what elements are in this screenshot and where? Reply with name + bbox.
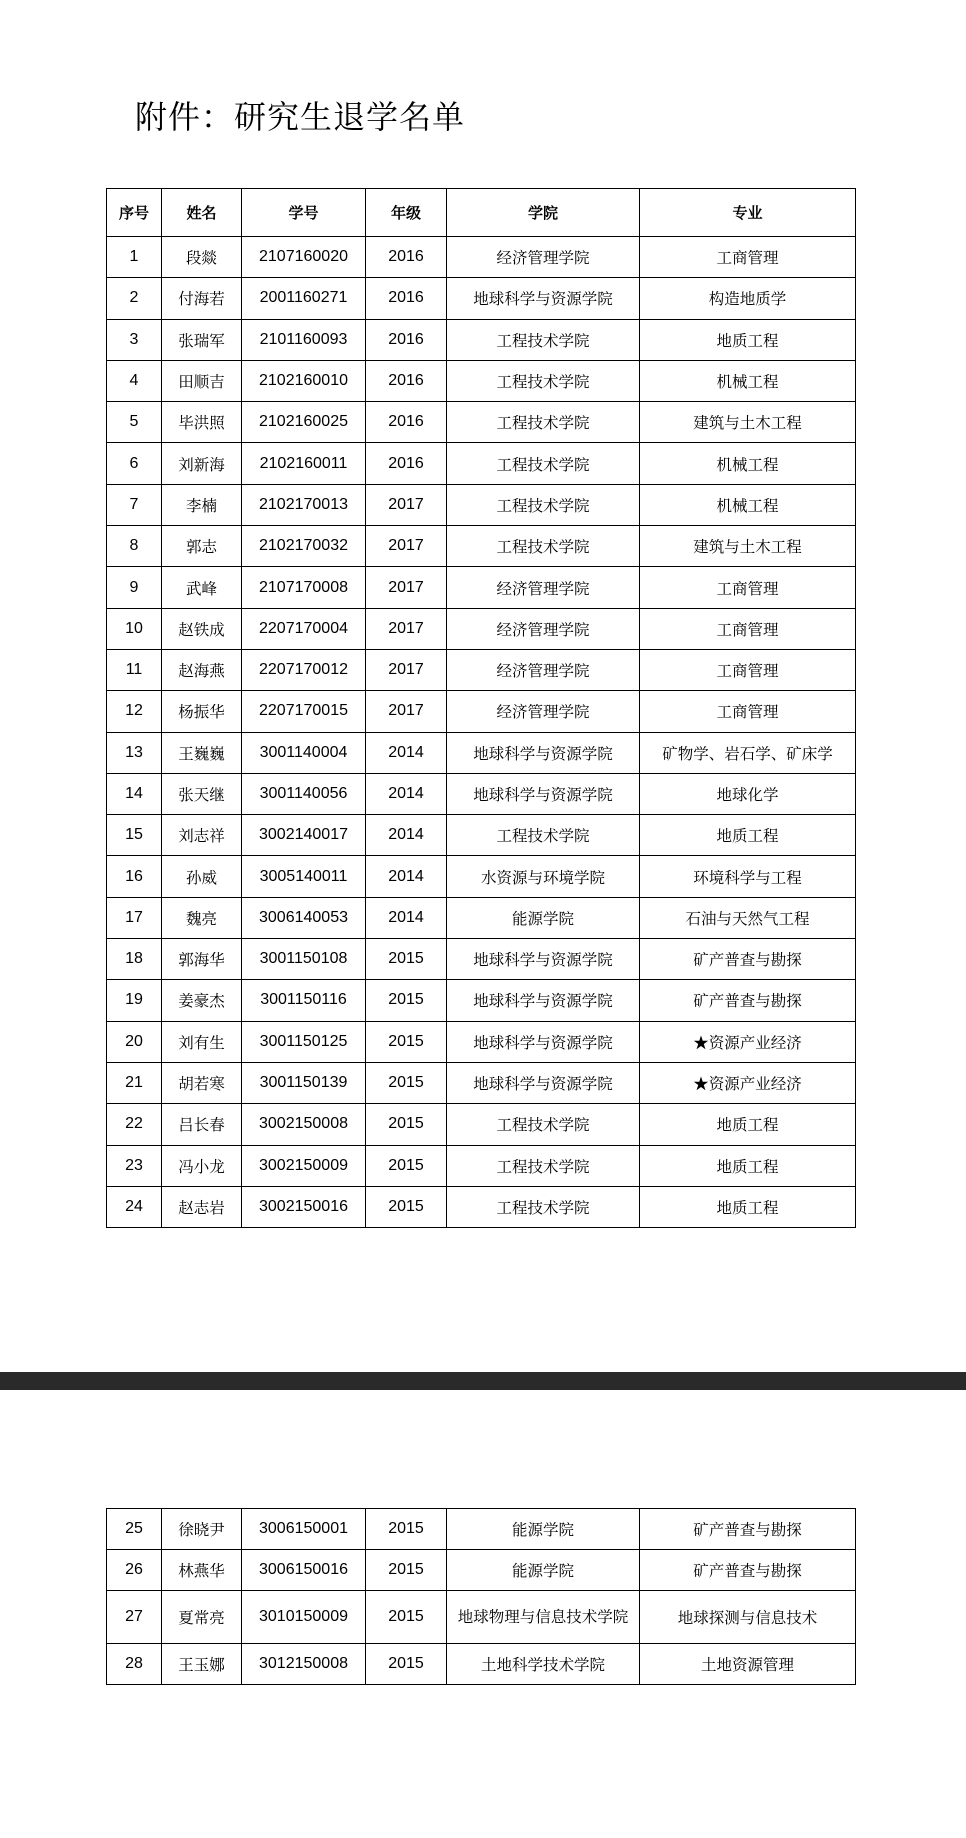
cell-major: 地球探测与信息技术 xyxy=(640,1591,856,1644)
cell-index: 15 xyxy=(107,815,162,856)
cell-index: 11 xyxy=(107,649,162,690)
cell-grade: 2014 xyxy=(366,815,447,856)
page-title: 附件：研究生退学名单 xyxy=(135,98,466,136)
cell-index: 8 xyxy=(107,526,162,567)
cell-grade: 2015 xyxy=(366,980,447,1021)
cell-major: 地质工程 xyxy=(640,1186,856,1227)
cell-college: 工程技术学院 xyxy=(447,526,640,567)
cell-grade: 2016 xyxy=(366,443,447,484)
cell-major: ★资源产业经济 xyxy=(640,1062,856,1103)
cell-major: 工商管理 xyxy=(640,608,856,649)
cell-major: 地球化学 xyxy=(640,773,856,814)
cell-name: 姜豪杰 xyxy=(162,980,242,1021)
table-row xyxy=(107,567,856,608)
cell-college: 地球物理与信息技术学院 xyxy=(447,1591,640,1644)
cell-index: 7 xyxy=(107,484,162,525)
cell-college: 能源学院 xyxy=(447,1509,640,1550)
cell-name: 徐晓尹 xyxy=(162,1509,242,1550)
cell-major: 矿产普查与勘探 xyxy=(640,1509,856,1550)
cell-college: 能源学院 xyxy=(447,897,640,938)
cell-grade: 2016 xyxy=(366,278,447,319)
table-row xyxy=(107,608,856,649)
table-row xyxy=(107,237,856,278)
cell-index: 14 xyxy=(107,773,162,814)
cell-major: ★资源产业经济 xyxy=(640,1021,856,1062)
cell-grade: 2017 xyxy=(366,691,447,732)
header-grade: 年级 xyxy=(366,189,447,237)
cell-name: 付海若 xyxy=(162,278,242,319)
table-row xyxy=(107,1021,856,1062)
cell-index: 17 xyxy=(107,897,162,938)
cell-grade: 2017 xyxy=(366,567,447,608)
table-row xyxy=(107,319,856,360)
cell-major: 机械工程 xyxy=(640,360,856,401)
cell-name: 张天继 xyxy=(162,773,242,814)
cell-index: 2 xyxy=(107,278,162,319)
cell-major: 环境科学与工程 xyxy=(640,856,856,897)
cell-college: 水资源与环境学院 xyxy=(447,856,640,897)
cell-index: 6 xyxy=(107,443,162,484)
table-row xyxy=(107,1644,856,1685)
cell-name: 王巍巍 xyxy=(162,732,242,773)
table-row xyxy=(107,278,856,319)
cell-index: 21 xyxy=(107,1062,162,1103)
table-row xyxy=(107,939,856,980)
table-row xyxy=(107,360,856,401)
cell-grade: 2014 xyxy=(366,773,447,814)
cell-student-id: 3006140053 xyxy=(242,897,366,938)
cell-grade: 2017 xyxy=(366,526,447,567)
cell-major: 地质工程 xyxy=(640,1145,856,1186)
cell-student-id: 3001150108 xyxy=(242,939,366,980)
cell-college: 工程技术学院 xyxy=(447,360,640,401)
cell-major: 地质工程 xyxy=(640,319,856,360)
cell-index: 13 xyxy=(107,732,162,773)
cell-name: 武峰 xyxy=(162,567,242,608)
cell-student-id: 3002140017 xyxy=(242,815,366,856)
cell-name: 王玉娜 xyxy=(162,1644,242,1685)
cell-college: 经济管理学院 xyxy=(447,237,640,278)
cell-student-id: 2107170008 xyxy=(242,567,366,608)
cell-index: 5 xyxy=(107,402,162,443)
cell-major: 工商管理 xyxy=(640,237,856,278)
cell-index: 16 xyxy=(107,856,162,897)
cell-name: 夏常亮 xyxy=(162,1591,242,1644)
cell-name: 田顺吉 xyxy=(162,360,242,401)
cell-college: 地球科学与资源学院 xyxy=(447,939,640,980)
cell-index: 1 xyxy=(107,237,162,278)
cell-college: 工程技术学院 xyxy=(447,815,640,856)
cell-grade: 2016 xyxy=(366,402,447,443)
cell-grade: 2016 xyxy=(366,360,447,401)
cell-index: 24 xyxy=(107,1186,162,1227)
cell-major: 土地资源管理 xyxy=(640,1644,856,1685)
cell-college: 工程技术学院 xyxy=(447,319,640,360)
cell-major: 地质工程 xyxy=(640,1104,856,1145)
cell-student-id: 3012150008 xyxy=(242,1644,366,1685)
cell-index: 27 xyxy=(107,1591,162,1644)
cell-student-id: 2107160020 xyxy=(242,237,366,278)
cell-student-id: 3001150116 xyxy=(242,980,366,1021)
cell-name: 吕长春 xyxy=(162,1104,242,1145)
cell-student-id: 2102160011 xyxy=(242,443,366,484)
cell-college: 经济管理学院 xyxy=(447,691,640,732)
header-name: 姓名 xyxy=(162,189,242,237)
table-row xyxy=(107,856,856,897)
cell-index: 20 xyxy=(107,1021,162,1062)
page-divider xyxy=(0,1372,966,1390)
cell-grade: 2017 xyxy=(366,649,447,690)
cell-college: 土地科学技术学院 xyxy=(447,1644,640,1685)
cell-college: 工程技术学院 xyxy=(447,1104,640,1145)
table-row xyxy=(107,1591,856,1644)
cell-student-id: 2102170013 xyxy=(242,484,366,525)
cell-college: 经济管理学院 xyxy=(447,567,640,608)
cell-student-id: 3001150125 xyxy=(242,1021,366,1062)
cell-index: 22 xyxy=(107,1104,162,1145)
table-row xyxy=(107,484,856,525)
table-row xyxy=(107,691,856,732)
cell-grade: 2017 xyxy=(366,484,447,525)
cell-college: 地球科学与资源学院 xyxy=(447,773,640,814)
cell-name: 郭海华 xyxy=(162,939,242,980)
cell-name: 胡若寒 xyxy=(162,1062,242,1103)
cell-student-id: 3006150001 xyxy=(242,1509,366,1550)
cell-index: 26 xyxy=(107,1550,162,1591)
cell-college: 地球科学与资源学院 xyxy=(447,1062,640,1103)
table-row xyxy=(107,1062,856,1103)
cell-student-id: 2001160271 xyxy=(242,278,366,319)
cell-name: 毕洪照 xyxy=(162,402,242,443)
cell-major: 矿产普查与勘探 xyxy=(640,980,856,1021)
cell-index: 9 xyxy=(107,567,162,608)
table-row xyxy=(107,1145,856,1186)
cell-name: 赵铁成 xyxy=(162,608,242,649)
cell-name: 刘有生 xyxy=(162,1021,242,1062)
cell-grade: 2015 xyxy=(366,1021,447,1062)
cell-name: 刘新海 xyxy=(162,443,242,484)
cell-name: 郭志 xyxy=(162,526,242,567)
cell-grade: 2015 xyxy=(366,1186,447,1227)
cell-index: 28 xyxy=(107,1644,162,1685)
cell-college: 工程技术学院 xyxy=(447,443,640,484)
cell-grade: 2015 xyxy=(366,1550,447,1591)
table-row xyxy=(107,732,856,773)
cell-grade: 2015 xyxy=(366,1145,447,1186)
cell-major: 工商管理 xyxy=(640,567,856,608)
cell-name: 张瑞军 xyxy=(162,319,242,360)
cell-college: 工程技术学院 xyxy=(447,402,640,443)
cell-student-id: 2207170004 xyxy=(242,608,366,649)
cell-index: 19 xyxy=(107,980,162,1021)
cell-student-id: 3002150016 xyxy=(242,1186,366,1227)
cell-major: 矿产普查与勘探 xyxy=(640,939,856,980)
cell-college: 工程技术学院 xyxy=(447,1186,640,1227)
cell-major: 建筑与土木工程 xyxy=(640,526,856,567)
header-college: 学院 xyxy=(447,189,640,237)
cell-student-id: 2102160010 xyxy=(242,360,366,401)
cell-name: 段燚 xyxy=(162,237,242,278)
cell-major: 矿产普查与勘探 xyxy=(640,1550,856,1591)
table-row xyxy=(107,526,856,567)
cell-college: 工程技术学院 xyxy=(447,484,640,525)
cell-grade: 2015 xyxy=(366,1591,447,1644)
cell-grade: 2015 xyxy=(366,1104,447,1145)
cell-grade: 2016 xyxy=(366,237,447,278)
cell-index: 25 xyxy=(107,1509,162,1550)
table-row xyxy=(107,815,856,856)
cell-college: 地球科学与资源学院 xyxy=(447,1021,640,1062)
cell-student-id: 2207170012 xyxy=(242,649,366,690)
table-row xyxy=(107,1550,856,1591)
cell-student-id: 2102160025 xyxy=(242,402,366,443)
table-row xyxy=(107,773,856,814)
table-row xyxy=(107,1509,856,1550)
cell-name: 杨振华 xyxy=(162,691,242,732)
cell-student-id: 2101160093 xyxy=(242,319,366,360)
table-row xyxy=(107,897,856,938)
table-row xyxy=(107,1104,856,1145)
cell-college: 地球科学与资源学院 xyxy=(447,732,640,773)
cell-student-id: 3001140004 xyxy=(242,732,366,773)
cell-grade: 2017 xyxy=(366,608,447,649)
cell-major: 构造地质学 xyxy=(640,278,856,319)
cell-grade: 2014 xyxy=(366,856,447,897)
cell-student-id: 2207170015 xyxy=(242,691,366,732)
cell-student-id: 3005140011 xyxy=(242,856,366,897)
cell-name: 冯小龙 xyxy=(162,1145,242,1186)
cell-student-id: 3001150139 xyxy=(242,1062,366,1103)
cell-college: 地球科学与资源学院 xyxy=(447,278,640,319)
table-header-row xyxy=(107,189,856,237)
cell-grade: 2015 xyxy=(366,1062,447,1103)
cell-college: 地球科学与资源学院 xyxy=(447,980,640,1021)
table-row xyxy=(107,402,856,443)
cell-index: 23 xyxy=(107,1145,162,1186)
cell-college: 经济管理学院 xyxy=(447,608,640,649)
cell-major: 工商管理 xyxy=(640,649,856,690)
cell-student-id: 2102170032 xyxy=(242,526,366,567)
withdrawal-list-table-page-2 xyxy=(106,1508,856,1685)
cell-major: 矿物学、岩石学、矿床学 xyxy=(640,732,856,773)
cell-grade: 2015 xyxy=(366,1644,447,1685)
header-index: 序号 xyxy=(107,189,162,237)
cell-major: 机械工程 xyxy=(640,484,856,525)
cell-index: 18 xyxy=(107,939,162,980)
cell-college: 经济管理学院 xyxy=(447,649,640,690)
table-row xyxy=(107,443,856,484)
cell-name: 林燕华 xyxy=(162,1550,242,1591)
cell-college: 能源学院 xyxy=(447,1550,640,1591)
cell-major: 地质工程 xyxy=(640,815,856,856)
cell-major: 工商管理 xyxy=(640,691,856,732)
table-row xyxy=(107,980,856,1021)
cell-index: 4 xyxy=(107,360,162,401)
cell-index: 3 xyxy=(107,319,162,360)
cell-grade: 2015 xyxy=(366,1509,447,1550)
cell-name: 赵志岩 xyxy=(162,1186,242,1227)
cell-major: 建筑与土木工程 xyxy=(640,402,856,443)
cell-student-id: 3006150016 xyxy=(242,1550,366,1591)
withdrawal-list-table-page-1 xyxy=(106,188,856,1228)
cell-grade: 2015 xyxy=(366,939,447,980)
header-student-id: 学号 xyxy=(242,189,366,237)
cell-name: 魏亮 xyxy=(162,897,242,938)
cell-name: 孙威 xyxy=(162,856,242,897)
cell-index: 10 xyxy=(107,608,162,649)
cell-grade: 2016 xyxy=(366,319,447,360)
cell-major: 机械工程 xyxy=(640,443,856,484)
table-row xyxy=(107,649,856,690)
header-major: 专业 xyxy=(640,189,856,237)
cell-grade: 2014 xyxy=(366,732,447,773)
cell-name: 刘志祥 xyxy=(162,815,242,856)
cell-grade: 2014 xyxy=(366,897,447,938)
table-row xyxy=(107,1186,856,1227)
cell-major: 石油与天然气工程 xyxy=(640,897,856,938)
cell-student-id: 3002150009 xyxy=(242,1145,366,1186)
cell-student-id: 3010150009 xyxy=(242,1591,366,1644)
cell-student-id: 3001140056 xyxy=(242,773,366,814)
cell-student-id: 3002150008 xyxy=(242,1104,366,1145)
cell-index: 12 xyxy=(107,691,162,732)
cell-college: 工程技术学院 xyxy=(447,1145,640,1186)
cell-name: 赵海燕 xyxy=(162,649,242,690)
cell-name: 李楠 xyxy=(162,484,242,525)
